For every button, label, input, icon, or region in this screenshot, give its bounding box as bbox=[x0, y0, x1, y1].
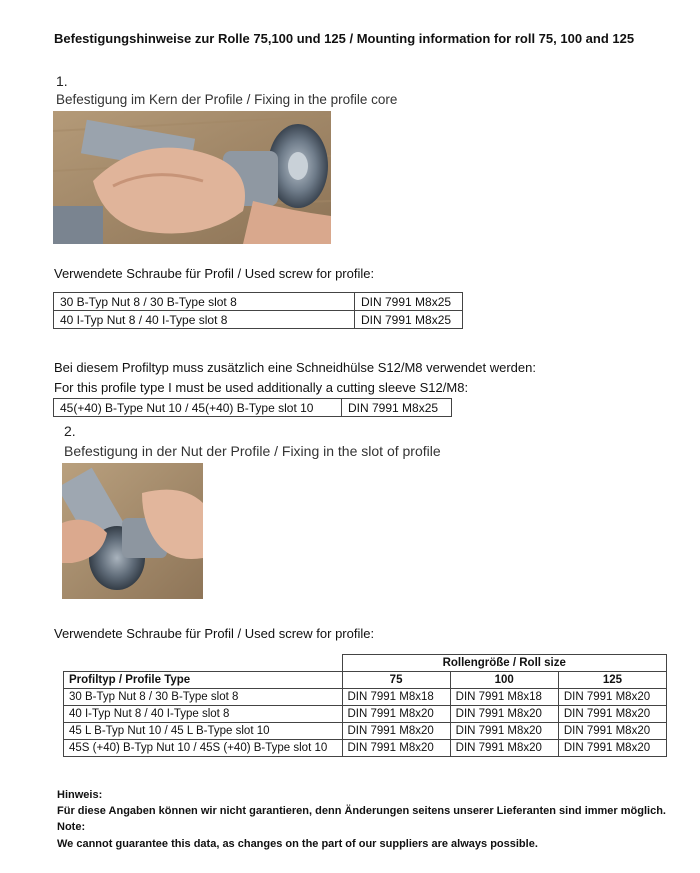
table-row bbox=[54, 293, 463, 311]
screw-cell: DIN 7991 M8x20 bbox=[450, 740, 558, 757]
profile-cell: 45(+40) B-Type Nut 10 / 45(+40) B-Type slot 10 bbox=[54, 399, 342, 417]
table-header-row bbox=[64, 672, 667, 689]
section2-used-screw-label: Verwendete Schraube für Profil / Used screw for profile: bbox=[54, 626, 375, 641]
screw-cell: DIN 7991 M8x25 bbox=[342, 399, 452, 417]
step-number-1: 1. bbox=[56, 73, 68, 89]
table-row bbox=[64, 706, 667, 723]
table-row bbox=[64, 723, 667, 740]
screw-cell: DIN 7991 M8x20 bbox=[342, 740, 450, 757]
page-title: Befestigungshinweise zur Rolle 75,100 und 125 / Mounting information for roll 75, 100 and 125 bbox=[54, 31, 635, 46]
sleeve-screw-table bbox=[53, 398, 452, 417]
size-header-100: 100 bbox=[450, 672, 558, 689]
table-row bbox=[64, 740, 667, 757]
profile-type-header: Profiltyp / Profile Type bbox=[64, 672, 343, 689]
photo-fixing-slot bbox=[62, 463, 203, 599]
screw-cell: DIN 7991 M8x20 bbox=[558, 740, 666, 757]
section2-heading: Befestigung in der Nut der Profile / Fixing in the slot of profile bbox=[64, 443, 441, 459]
screw-cell: DIN 7991 M8x25 bbox=[355, 293, 463, 311]
note-label-de: Hinweis: bbox=[57, 789, 103, 801]
profile-cell: 40 I-Typ Nut 8 / 40 I-Type slot 8 bbox=[64, 706, 343, 723]
screw-cell: DIN 7991 M8x20 bbox=[342, 723, 450, 740]
section1-screw-table bbox=[53, 292, 463, 329]
profile-cell: 45S (+40) B-Typ Nut 10 / 45S (+40) B-Type slot 10 bbox=[64, 740, 343, 757]
note-text-de: Für diese Angaben können wir nicht garantieren, denn Änderungen seitens unserer Lieferanten sind immer möglich. bbox=[57, 805, 666, 817]
screw-cell: DIN 7991 M8x20 bbox=[558, 723, 666, 740]
profile-cell: 45 L B-Typ Nut 10 / 45 L B-Type slot 10 bbox=[64, 723, 343, 740]
screw-cell: DIN 7991 M8x20 bbox=[450, 723, 558, 740]
screw-cell: DIN 7991 M8x20 bbox=[558, 706, 666, 723]
screw-cell: DIN 7991 M8x20 bbox=[558, 689, 666, 706]
roll-size-group-header: Rollengröße / Roll size bbox=[342, 655, 667, 672]
note-label-en: Note: bbox=[57, 821, 86, 833]
screw-cell: DIN 7991 M8x25 bbox=[355, 311, 463, 329]
screw-cell: DIN 7991 M8x20 bbox=[342, 706, 450, 723]
table-row bbox=[64, 689, 667, 706]
section1-used-screw-label: Verwendete Schraube für Profil / Used screw for profile: bbox=[54, 266, 375, 281]
table-header-row bbox=[64, 655, 667, 672]
section1-heading: Befestigung im Kern der Profile / Fixing in the profile core bbox=[56, 92, 398, 107]
sleeve-note-de: Bei diesem Profiltyp muss zusätzlich eine Schneidhülse S12/M8 verwendet werden: bbox=[54, 360, 536, 375]
screw-cell: DIN 7991 M8x20 bbox=[450, 706, 558, 723]
roll-size-screw-table bbox=[63, 654, 667, 757]
empty-cell bbox=[64, 655, 343, 672]
step-number-2: 2. bbox=[64, 423, 76, 439]
screw-cell: DIN 7991 M8x18 bbox=[342, 689, 450, 706]
table-row bbox=[54, 399, 452, 417]
table-row bbox=[54, 311, 463, 329]
profile-cell: 40 I-Typ Nut 8 / 40 I-Type slot 8 bbox=[54, 311, 355, 329]
note-text-en: We cannot guarantee this data, as changes on the part of our suppliers are always possible. bbox=[57, 838, 538, 850]
size-header-125: 125 bbox=[558, 672, 666, 689]
sleeve-note-en: For this profile type I must be used additionally a cutting sleeve S12/M8: bbox=[54, 380, 469, 395]
photo-fixing-profile-core bbox=[53, 111, 331, 244]
profile-cell: 30 B-Typ Nut 8 / 30 B-Type slot 8 bbox=[54, 293, 355, 311]
profile-cell: 30 B-Typ Nut 8 / 30 B-Type slot 8 bbox=[64, 689, 343, 706]
screw-cell: DIN 7991 M8x18 bbox=[450, 689, 558, 706]
size-header-75: 75 bbox=[342, 672, 450, 689]
